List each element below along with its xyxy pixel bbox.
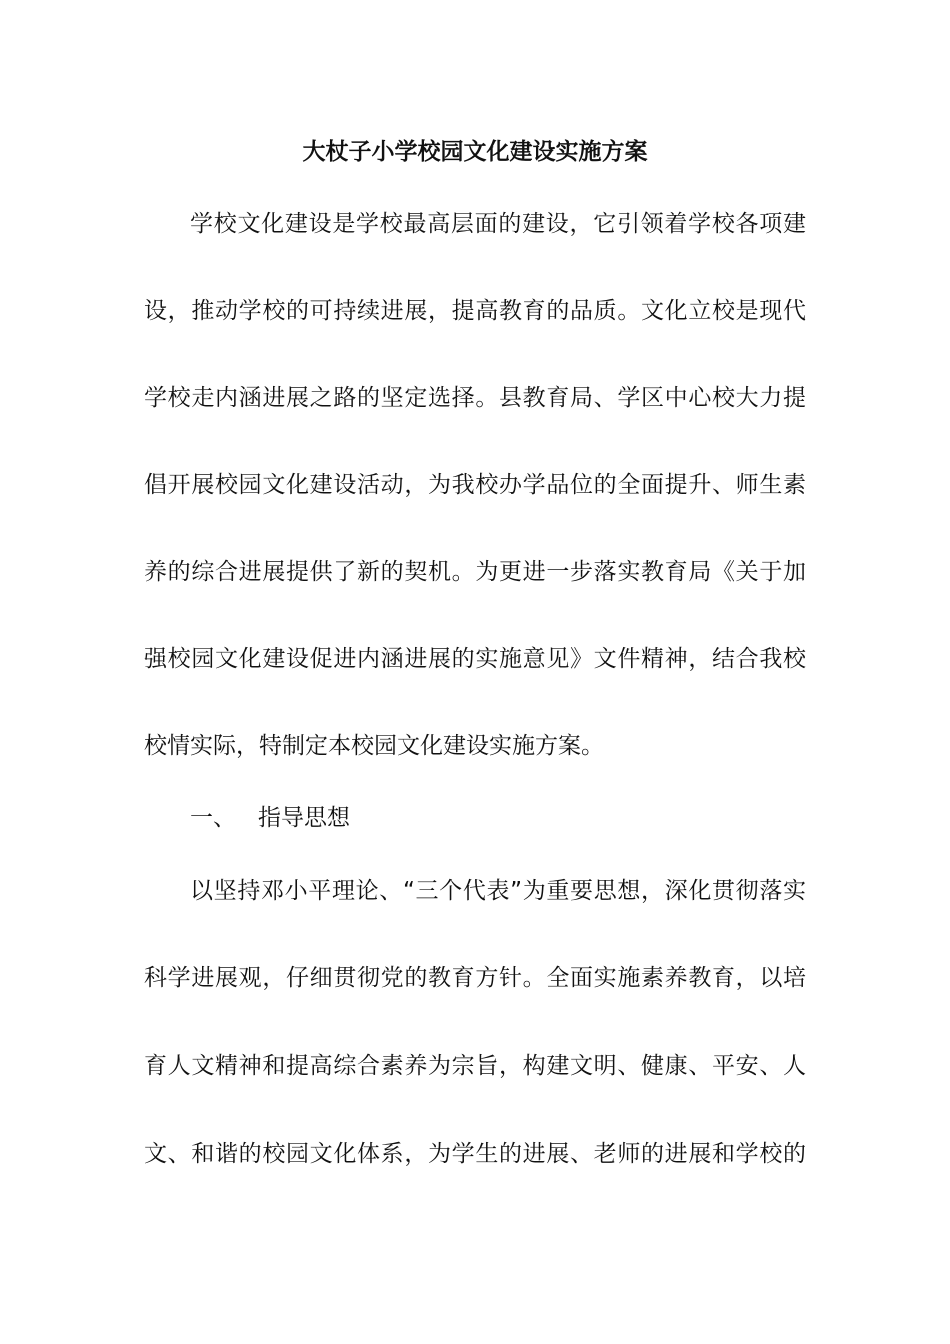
- intro-paragraph-line: 学校文化建设是学校最高层面的建设，它引领着学校各项建: [190, 211, 806, 237]
- section-paragraph-line: 科学进展观，仔细贯彻党的教育方针。全面实施素养教育，以培: [144, 965, 806, 991]
- intro-paragraph-line: 养的综合进展提供了新的契机。为更进一步落实教育局《关于加: [144, 559, 806, 585]
- intro-paragraph-line: 学校走内涵进展之路的坚定选择。县教育局、学区中心校大力提: [144, 385, 806, 411]
- intro-paragraph-line: 设，推动学校的可持续进展，提高教育的品质。文化立校是现代: [144, 298, 806, 324]
- section-paragraph-line: 以坚持邓小平理论、“三个代表”为重要思想，深化贯彻落实: [190, 878, 806, 904]
- intro-paragraph-line: 校情实际，特制定本校园文化建设实施方案。: [144, 733, 604, 759]
- section-heading: 指导思想: [258, 805, 350, 831]
- intro-paragraph-line: 强校园文化建设促进内涵进展的实施意见》文件精神，结合我校: [144, 646, 806, 672]
- section-paragraph-line: 育人文精神和提高综合素养为宗旨，构建文明、健康、平安、人: [144, 1053, 806, 1079]
- intro-paragraph-line: 倡开展校园文化建设活动，为我校办学品位的全面提升、师生素: [144, 472, 806, 498]
- document-title: 大杖子小学校园文化建设实施方案: [302, 139, 648, 165]
- section-number: 一、: [190, 805, 236, 831]
- section-paragraph-line: 文、和谐的校园文化体系，为学生的进展、老师的进展和学校的: [144, 1141, 806, 1167]
